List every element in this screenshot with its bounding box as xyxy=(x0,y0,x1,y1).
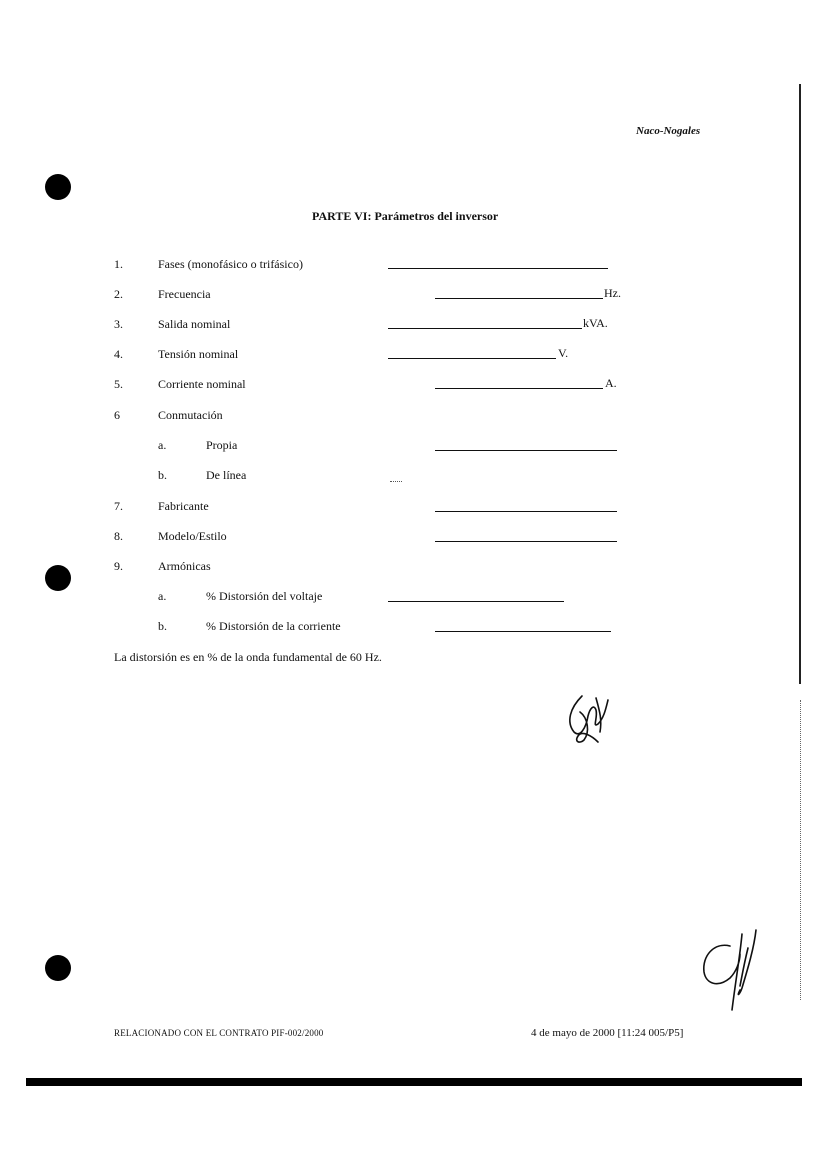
fill-in-line xyxy=(388,268,608,269)
subitem-letter: a. xyxy=(158,589,167,603)
fill-in-line xyxy=(435,511,617,512)
item-unit: kVA. xyxy=(583,316,608,330)
fill-in-line xyxy=(435,450,617,451)
item-label: Frecuencia xyxy=(158,287,211,301)
item-number: 1. xyxy=(114,257,123,271)
fill-in-line xyxy=(435,388,603,389)
subitem-letter: b. xyxy=(158,619,167,633)
item-label: Tensión nominal xyxy=(158,347,239,361)
punch-hole-bottom xyxy=(45,955,71,981)
item-label: Conmutación xyxy=(158,408,223,422)
bottom-scan-bar xyxy=(26,1078,802,1086)
fill-in-line xyxy=(388,601,564,602)
item-number: 8. xyxy=(114,529,123,543)
subitem-letter: b. xyxy=(158,468,167,482)
item-number: 7. xyxy=(114,499,123,513)
subitem-label: De línea xyxy=(206,468,247,482)
footer-contract: RELACIONADO CON EL CONTRATO PIF-002/2000 xyxy=(114,1028,324,1038)
item-number: 6 xyxy=(114,408,120,422)
fill-in-line xyxy=(435,631,611,632)
punch-hole-top xyxy=(45,174,71,200)
fill-in-line xyxy=(388,358,556,359)
item-number: 3. xyxy=(114,317,123,331)
item-number: 5. xyxy=(114,377,123,391)
subitem-letter: a. xyxy=(158,438,167,452)
item-label: Fases (monofásico o trifásico) xyxy=(158,257,303,271)
item-unit: V. xyxy=(558,346,569,360)
item-label: Armónicas xyxy=(158,559,211,573)
fill-in-line xyxy=(435,298,603,299)
page-title: PARTE VI: Parámetros del inversor xyxy=(312,209,499,223)
item-label: Corriente nominal xyxy=(158,377,246,391)
fill-in-line xyxy=(388,328,582,329)
signature-initials xyxy=(560,688,620,748)
punch-hole-middle xyxy=(45,565,71,591)
signature xyxy=(696,928,776,1018)
item-number: 2. xyxy=(114,287,123,301)
fill-in-line-dotted xyxy=(390,481,402,482)
item-unit: A. xyxy=(605,376,617,390)
subitem-label: % Distorsión de la corriente xyxy=(206,619,341,633)
footer-date: 4 de mayo de 2000 [11:24 005/P5] xyxy=(531,1027,684,1039)
scan-edge-dots xyxy=(800,700,801,1000)
fill-in-line xyxy=(435,541,617,542)
distortion-note: La distorsión es en % de la onda fundamental de 60 Hz. xyxy=(114,650,382,664)
subitem-label: Propia xyxy=(206,438,238,452)
subitem-label: % Distorsión del voltaje xyxy=(206,589,323,603)
header-place: Naco-Nogales xyxy=(636,125,701,137)
item-label: Fabricante xyxy=(158,499,209,513)
item-number: 4. xyxy=(114,347,123,361)
scan-edge-line xyxy=(799,84,801,684)
item-label: Salida nominal xyxy=(158,317,231,331)
item-unit: Hz. xyxy=(604,286,621,300)
item-number: 9. xyxy=(114,559,123,573)
item-label: Modelo/Estilo xyxy=(158,529,227,543)
